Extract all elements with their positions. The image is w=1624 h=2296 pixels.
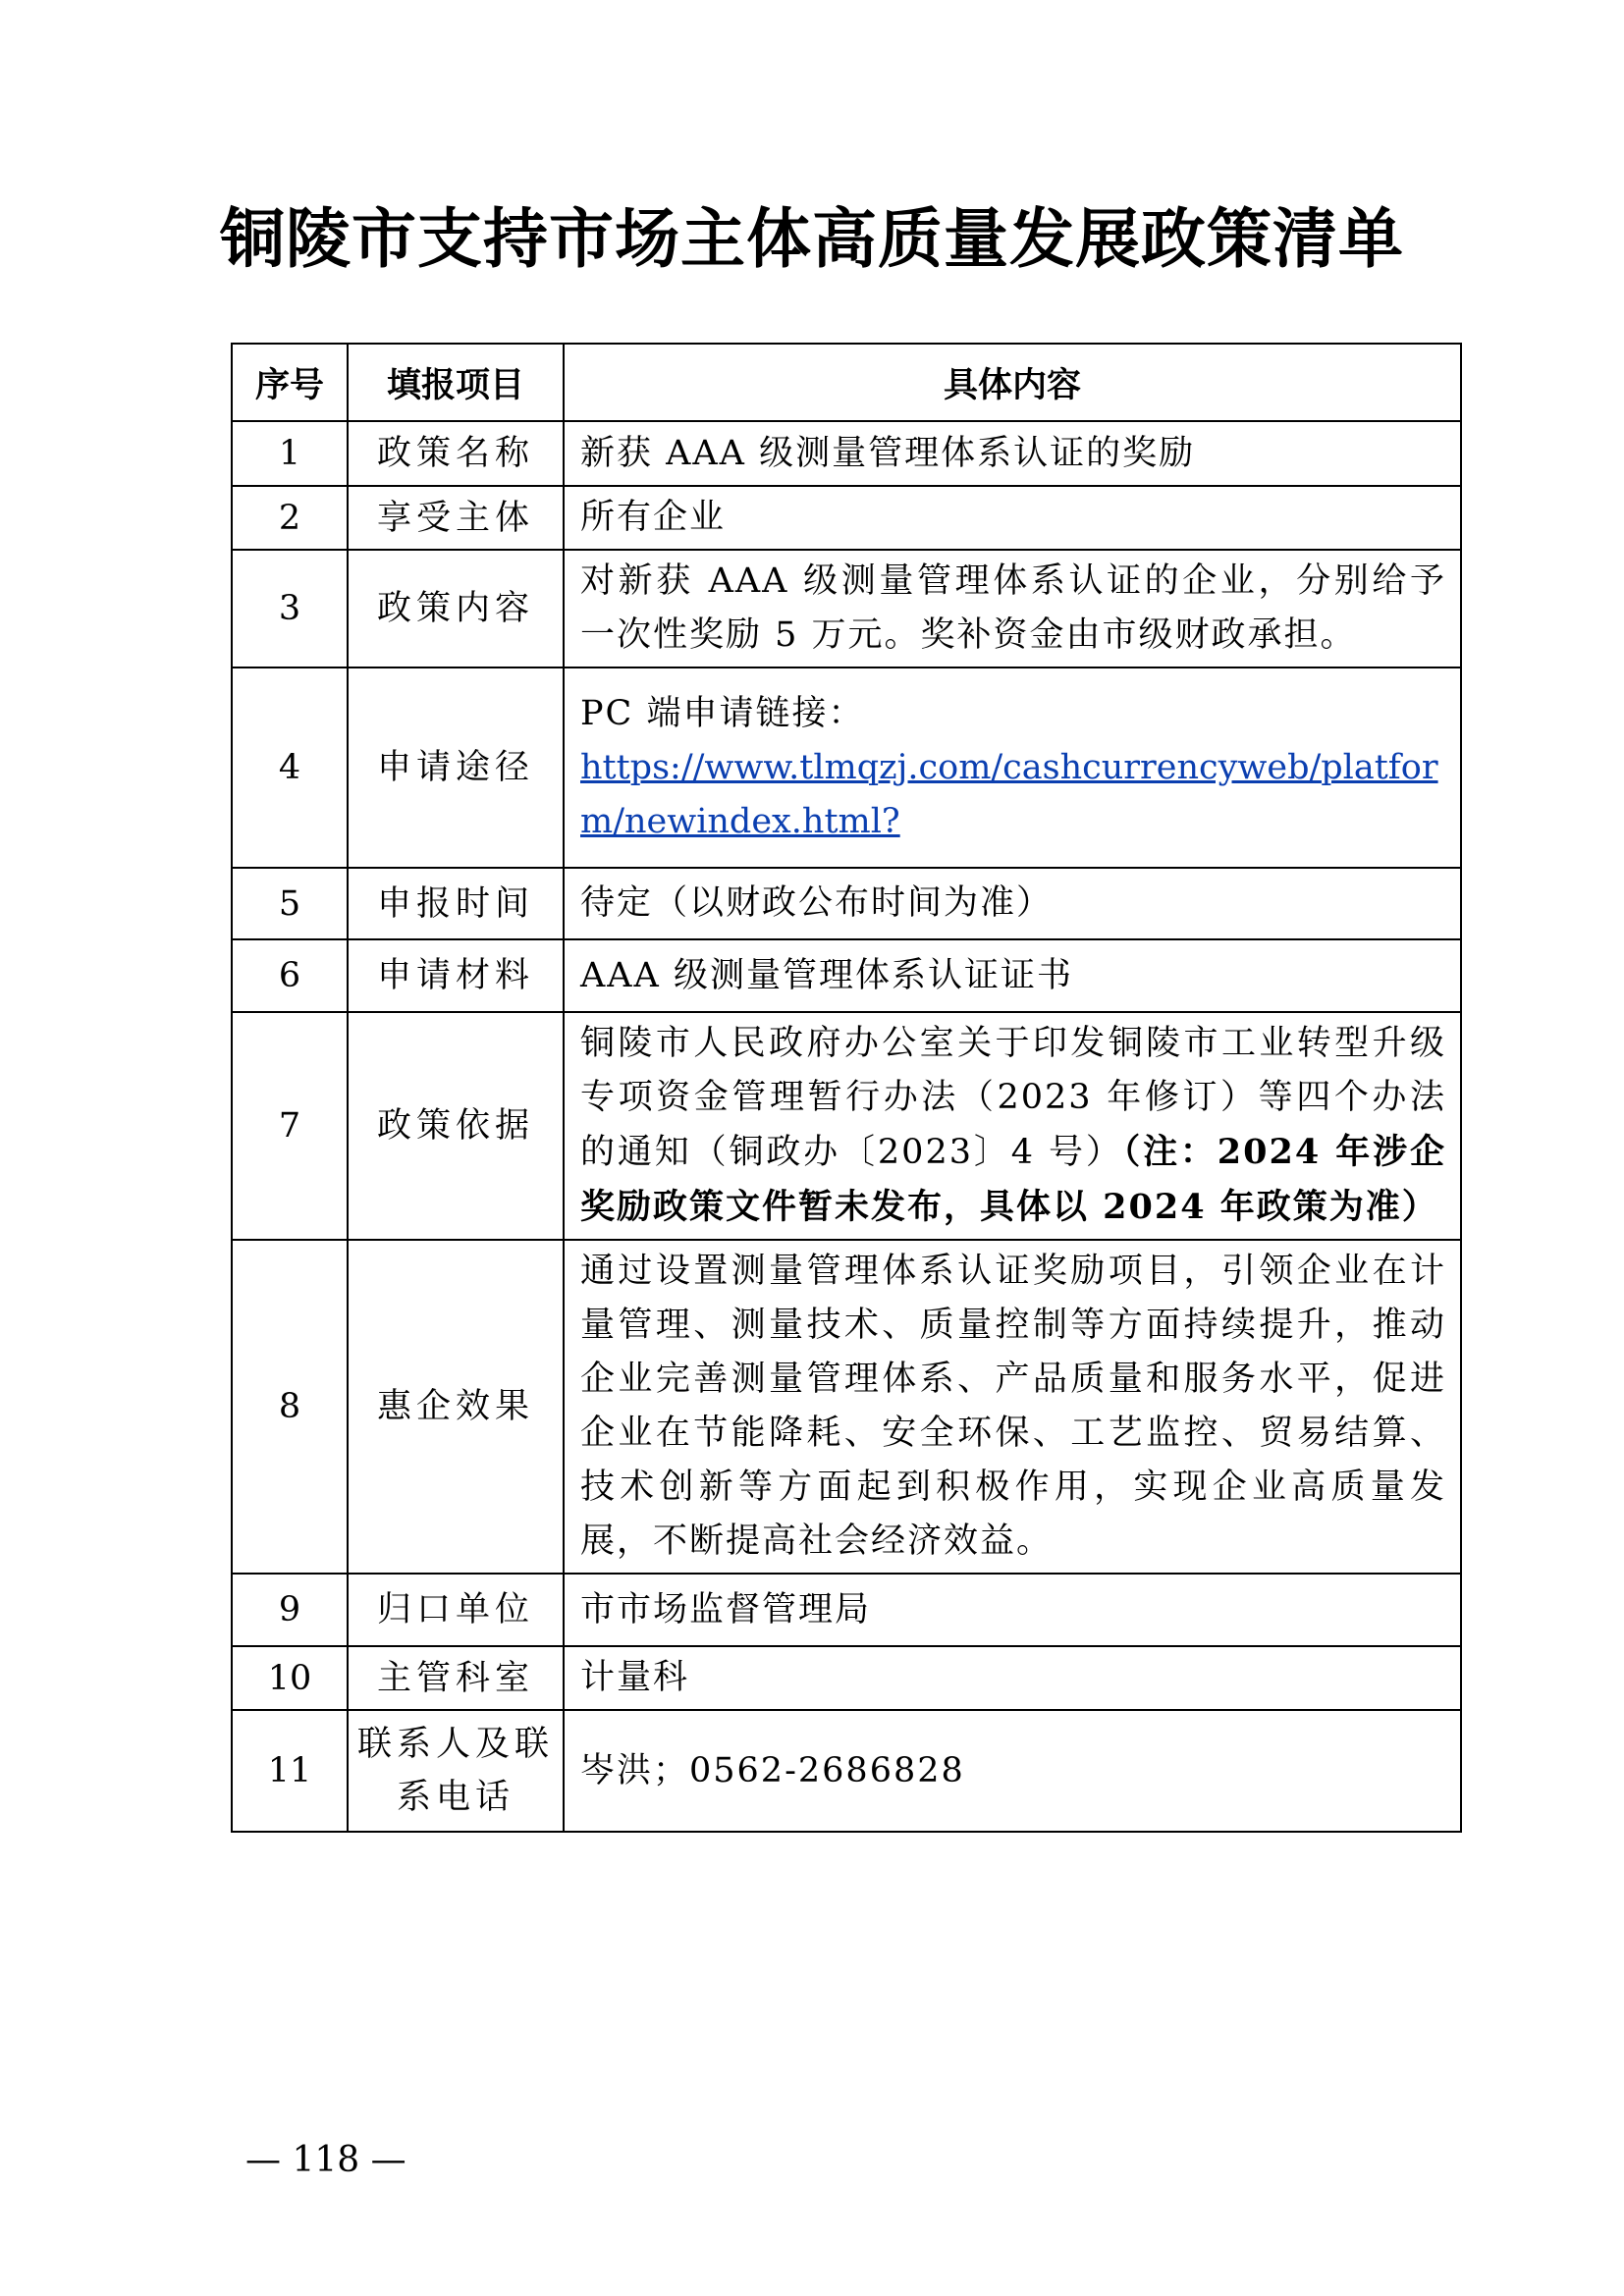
row-item: 享受主体 — [348, 486, 564, 550]
table-row — [232, 939, 1461, 1012]
row-number: 11 — [232, 1710, 348, 1832]
row-item: 申报时间 — [348, 868, 564, 939]
row-content: 计量科 — [564, 1646, 1461, 1710]
header-item: 填报项目 — [348, 344, 564, 421]
row-content: 待定（以财政公布时间为准） — [564, 868, 1461, 939]
table-row — [232, 667, 1461, 868]
row-number: 5 — [232, 868, 348, 939]
row-content: 市市场监督管理局 — [564, 1574, 1461, 1646]
header-no: 序号 — [232, 344, 348, 421]
page-title: 铜陵市支持市场主体高质量发展政策清单 — [220, 200, 1404, 277]
page-number: — 118 — — [245, 2140, 406, 2180]
row-item: 惠企效果 — [348, 1240, 564, 1574]
table-header-row — [232, 344, 1461, 421]
application-link[interactable]: https://www.tlmqzj.com/cashcurrencyweb/platform/newindex.html? — [580, 747, 1438, 841]
row-item: 主管科室 — [348, 1646, 564, 1710]
row-content: 对新获 AAA 级测量管理体系认证的企业，分别给予一次性奖励 5 万元。奖补资金由市级财政承担。 — [564, 550, 1461, 667]
row-number: 10 — [232, 1646, 348, 1710]
table-row — [232, 550, 1461, 667]
table-row — [232, 1574, 1461, 1646]
row-number: 1 — [232, 421, 348, 486]
application-label: PC 端申请链接： — [580, 693, 865, 733]
table-row — [232, 421, 1461, 486]
row-number: 3 — [232, 550, 348, 667]
table-row — [232, 486, 1461, 550]
row-number: 4 — [232, 667, 348, 868]
row-number: 2 — [232, 486, 348, 550]
policy-table — [231, 343, 1462, 1833]
row-content: 岑洪；0562-2686828 — [564, 1710, 1461, 1832]
row-content: 通过设置测量管理体系认证奖励项目，引领企业在计量管理、测量技术、质量控制等方面持续提升，推动企业完善测量管理体系、产品质量和服务水平，促进企业在节能降耗、安全环保、工艺监控、贸易结算、技术创新等方面起到积极作用，实现企业高质量发展，不断提高社会经济效益。 — [564, 1240, 1461, 1574]
row-item: 申请材料 — [348, 939, 564, 1012]
row-item: 政策名称 — [348, 421, 564, 486]
row-content: 所有企业 — [564, 486, 1461, 550]
row-number: 8 — [232, 1240, 348, 1574]
row-item: 政策依据 — [348, 1012, 564, 1240]
row-number: 6 — [232, 939, 348, 1012]
table-row — [232, 1012, 1461, 1240]
header-content: 具体内容 — [564, 344, 1461, 421]
row-content: AAA 级测量管理体系认证证书 — [564, 939, 1461, 1012]
table-row — [232, 1710, 1461, 1832]
row-item: 申请途径 — [348, 667, 564, 868]
policy-basis-note: （注：2024 年涉企奖励政策文件暂未发布，具体以 2024 年政策为准） — [580, 1132, 1446, 1227]
row-item: 归口单位 — [348, 1574, 564, 1646]
row-content — [564, 1012, 1461, 1240]
row-content — [564, 667, 1461, 868]
row-number: 9 — [232, 1574, 348, 1646]
row-item: 联系人及联系电话 — [348, 1710, 564, 1832]
row-item: 政策内容 — [348, 550, 564, 667]
row-content: 新获 AAA 级测量管理体系认证的奖励 — [564, 421, 1461, 486]
table-row — [232, 1646, 1461, 1710]
table-row — [232, 1240, 1461, 1574]
row-number: 7 — [232, 1012, 348, 1240]
policy-basis-text: 铜陵市人民政府办公室关于印发铜陵市工业转型升级专项资金管理暂行办法（2023 年修订）等四个办法的通知（铜政办〔2023〕4 号） — [580, 1024, 1446, 1172]
table-row — [232, 868, 1461, 939]
